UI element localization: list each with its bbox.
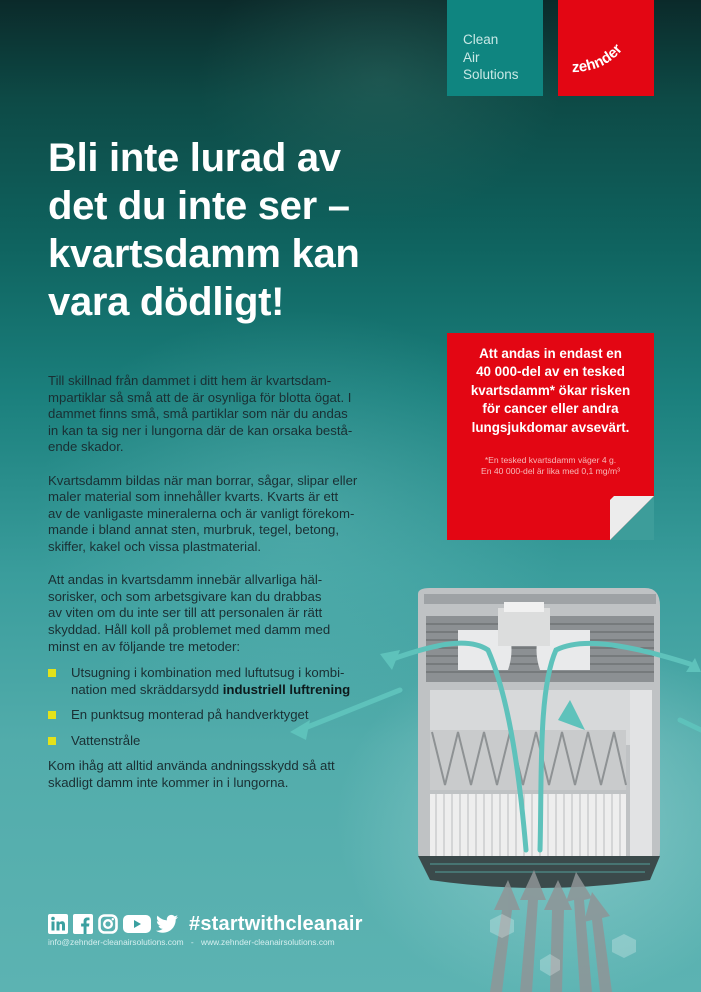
svg-text:zehnder bbox=[572, 41, 626, 76]
twitter-icon[interactable] bbox=[156, 914, 178, 934]
text-line: Vattenstråle bbox=[71, 732, 141, 748]
text-line: Kvartsdamm bildas när man borrar, sågar, slipar eller bbox=[48, 472, 358, 488]
campaign-hashtag: #startwithcleanair bbox=[189, 912, 363, 935]
brand-tagline-line: Clean bbox=[463, 32, 499, 47]
text-line: 40 000-del av en tesked bbox=[476, 364, 625, 380]
text-line: minst en av följande tre metoder: bbox=[48, 638, 241, 654]
text-line: lungsjukdomar avsevärt. bbox=[471, 419, 630, 435]
text-line: Kom ihåg att alltid använda andningsskydd så att bbox=[48, 758, 335, 774]
logo-text: zehnder bbox=[571, 40, 626, 77]
text-line: *En tesked kvartsdamm väger 4 g. bbox=[484, 455, 617, 466]
text-fragment: nation med skräddarsydd bbox=[71, 681, 223, 697]
text-line: En punktsug monterad på handverktyget bbox=[71, 707, 309, 723]
text-line: mpartiklar så små att de är osynliga för blotta ögat. I bbox=[48, 389, 352, 405]
text-line: Till skillnad från dammet i ditt hem är kvartsdam- bbox=[48, 373, 332, 388]
emphasis-industrial-air-cleaning: industriell luftrening bbox=[222, 681, 351, 697]
page-headline bbox=[48, 134, 428, 326]
text-line: in kan ta sig ner i lungorna där de kan orsaka bestå- bbox=[48, 422, 353, 438]
headline-line: det du inte ser – bbox=[48, 184, 350, 228]
youtube-icon[interactable] bbox=[123, 914, 151, 934]
zehnder-logo bbox=[558, 0, 654, 96]
email-link[interactable]: info@zehnder-cleanairsolutions.com bbox=[48, 937, 184, 947]
bullet-square-icon bbox=[48, 737, 56, 745]
text-line: skyddad. Håll koll på problemet med damm med bbox=[48, 621, 331, 637]
text-line: Att andas in endast en bbox=[479, 346, 622, 361]
clean-air-solutions-box bbox=[447, 0, 543, 96]
website-link[interactable]: www.zehnder-cleanairsolutions.com bbox=[201, 937, 335, 947]
bullet-square-icon bbox=[48, 711, 56, 719]
callout-footnote bbox=[447, 455, 654, 478]
text-line: av viten om du inte ser till att personalen är rätt bbox=[48, 605, 323, 621]
headline-line: Bli inte lurad av bbox=[48, 136, 341, 180]
text-line: dammet finns små, små partiklar som när du andas bbox=[48, 406, 348, 422]
text-line: skiffer, kakel och vissa plastmaterial. bbox=[48, 538, 262, 554]
text-line: Utsugning i kombination med luftutsug i kombi- bbox=[71, 665, 345, 681]
risk-callout bbox=[447, 333, 654, 540]
social-bar bbox=[48, 913, 363, 935]
headline-line: vara dödligt! bbox=[48, 280, 285, 324]
text-line: skadligt damm inte kommer in i lungorna. bbox=[48, 775, 289, 791]
zehnder-logo-icon bbox=[558, 0, 654, 96]
instagram-icon[interactable] bbox=[98, 914, 118, 934]
text-line: Att andas in kvartsdamm innebär allvarliga häl- bbox=[48, 572, 323, 588]
callout-statement bbox=[447, 345, 654, 437]
paragraph-origin bbox=[48, 473, 378, 556]
separator: - bbox=[190, 937, 194, 947]
text-line: En 40 000-del är lika med 0,1 mg/m³ bbox=[481, 466, 620, 477]
text-line: kvartsdamm* ökar risken bbox=[470, 382, 631, 398]
text-line: för cancer eller andra bbox=[482, 401, 619, 417]
text-line: ende skador. bbox=[48, 439, 124, 455]
page-curl-icon bbox=[610, 496, 654, 540]
contact-line bbox=[48, 937, 335, 947]
facebook-icon[interactable] bbox=[73, 914, 93, 934]
brand-tagline-line: Solutions bbox=[463, 67, 519, 82]
text-line: sorisker, och som arbetsgivare kan du drabbas bbox=[48, 588, 322, 604]
text-line: av de vanligaste mineralerna och är vanligt förekom- bbox=[48, 505, 355, 521]
linkedin-icon[interactable] bbox=[48, 914, 68, 934]
brand-tagline-line: Air bbox=[463, 49, 480, 65]
text-line: maler material som innehåller kvarts. Kvarts är ett bbox=[48, 489, 339, 505]
paragraph-intro bbox=[48, 373, 378, 456]
text-line: mande i bland annat sten, murbruk, tegel, betong, bbox=[48, 522, 340, 538]
headline-line: kvartsdamm kan bbox=[48, 232, 360, 276]
bullet-square-icon bbox=[48, 669, 56, 677]
